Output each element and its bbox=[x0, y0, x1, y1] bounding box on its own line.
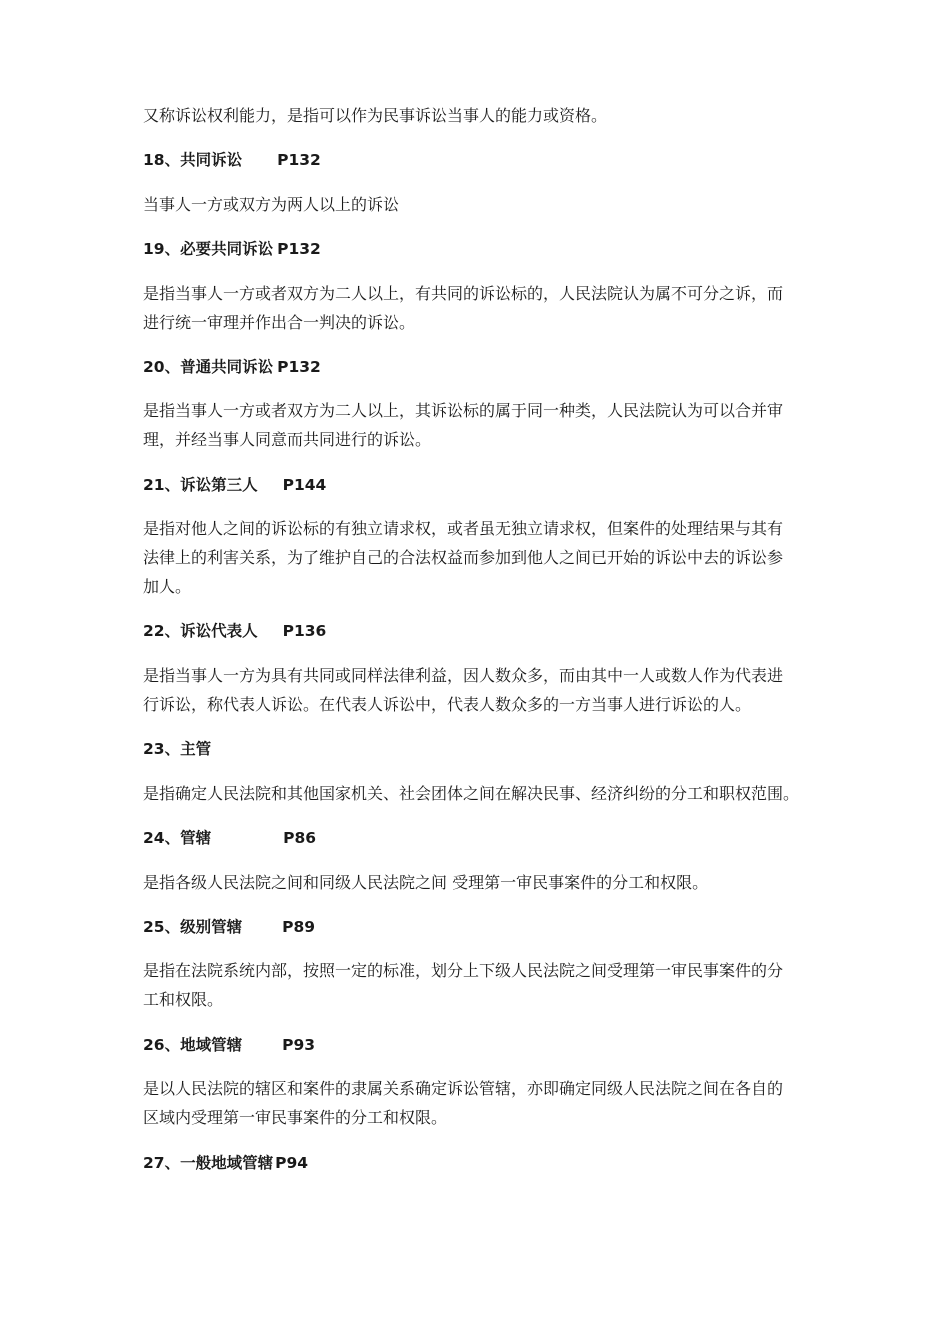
term-heading bbox=[143, 621, 326, 641]
term-heading bbox=[143, 357, 321, 377]
term-heading bbox=[143, 475, 326, 495]
term-heading bbox=[143, 239, 321, 259]
paragraph-line: 是指在法院系统内部，按照一定的标准，划分上下级人民法院之间受理第一审民事案件的分 bbox=[143, 961, 784, 980]
page-reference: P132 bbox=[277, 240, 321, 258]
page-reference: P136 bbox=[282, 622, 327, 640]
term-title: 管辖 bbox=[180, 829, 212, 847]
paragraph-line: 是指当事人一方为具有共同或同样法律利益，因人数众多，而由其中一人或数人作为代表进 bbox=[143, 666, 784, 685]
term-heading bbox=[143, 150, 321, 170]
term-title: 诉讼代表人 bbox=[180, 622, 258, 640]
term-number: 22、 bbox=[143, 622, 181, 640]
paragraph-line: 区域内受理第一审民事案件的分工和权限。 bbox=[143, 1108, 448, 1127]
term-title: 主管 bbox=[180, 740, 212, 758]
paragraph-line: 是指各级人民法院之间和同级人民法院之间 受理第一审民事案件的分工和权限。 bbox=[143, 873, 709, 892]
paragraph-line: 是以人民法院的辖区和案件的隶属关系确定诉讼管辖，亦即确定同级人民法院之间在各自的 bbox=[143, 1079, 784, 1098]
paragraph-line: 理，并经当事人同意而共同进行的诉讼。 bbox=[143, 430, 432, 449]
paragraph-line: 进行统一审理并作出合一判决的诉讼。 bbox=[143, 313, 416, 332]
term-heading bbox=[143, 739, 211, 759]
term-heading bbox=[143, 917, 315, 937]
term-title: 级别管辖 bbox=[180, 918, 243, 936]
paragraph-line: 是指当事人一方或者双方为二人以上，有共同的诉讼标的，人民法院认为属不可分之诉，而 bbox=[143, 284, 784, 303]
term-title: 一般地域管辖 bbox=[180, 1154, 274, 1172]
term-heading bbox=[143, 1035, 315, 1055]
page-reference: P144 bbox=[282, 476, 327, 494]
paragraph-line: 又称诉讼权利能力，是指可以作为民事诉讼当事人的能力或资格。 bbox=[143, 106, 608, 125]
paragraph-line: 工和权限。 bbox=[143, 990, 224, 1009]
paragraph-line: 是指当事人一方或者双方为二人以上，其诉讼标的属于同一种类，人民法院认为可以合并审 bbox=[143, 401, 784, 420]
term-title: 普通共同诉讼 bbox=[180, 358, 274, 376]
term-heading bbox=[143, 1153, 308, 1173]
term-number: 26、 bbox=[143, 1036, 181, 1054]
page-reference: P94 bbox=[275, 1154, 309, 1172]
term-number: 20、 bbox=[143, 358, 181, 376]
term-title: 地域管辖 bbox=[180, 1036, 243, 1054]
paragraph-line: 当事人一方或双方为两人以上的诉讼 bbox=[143, 195, 400, 214]
term-title: 诉讼第三人 bbox=[180, 476, 258, 494]
paragraph-line: 是指确定人民法院和其他国家机关、社会团体之间在解决民事、经济纠纷的分工和职权范围。 bbox=[143, 784, 800, 803]
term-number: 21、 bbox=[143, 476, 181, 494]
page-reference: P89 bbox=[282, 918, 316, 936]
paragraph-line: 法律上的利害关系，为了维护自己的合法权益而参加到他人之间已开始的诉讼中去的诉讼参 bbox=[143, 548, 784, 567]
page-reference: P132 bbox=[277, 358, 321, 376]
term-number: 19、 bbox=[143, 240, 181, 258]
term-number: 24、 bbox=[143, 829, 181, 847]
term-number: 23、 bbox=[143, 740, 181, 758]
page-reference: P93 bbox=[282, 1036, 316, 1054]
term-number: 27、 bbox=[143, 1154, 181, 1172]
paragraph-line: 是指对他人之间的诉讼标的有独立请求权，或者虽无独立请求权，但案件的处理结果与其有 bbox=[143, 519, 784, 538]
term-title: 必要共同诉讼 bbox=[180, 240, 274, 258]
term-number: 25、 bbox=[143, 918, 181, 936]
page-reference: P86 bbox=[283, 829, 317, 847]
paragraph-line: 行诉讼，称代表人诉讼。在代表人诉讼中，代表人数众多的一方当事人进行诉讼的人。 bbox=[143, 695, 752, 714]
term-number: 18、 bbox=[143, 151, 181, 169]
page-reference: P132 bbox=[277, 151, 321, 169]
term-heading bbox=[143, 828, 316, 848]
term-title: 共同诉讼 bbox=[180, 151, 243, 169]
paragraph-line: 加人。 bbox=[143, 577, 192, 596]
